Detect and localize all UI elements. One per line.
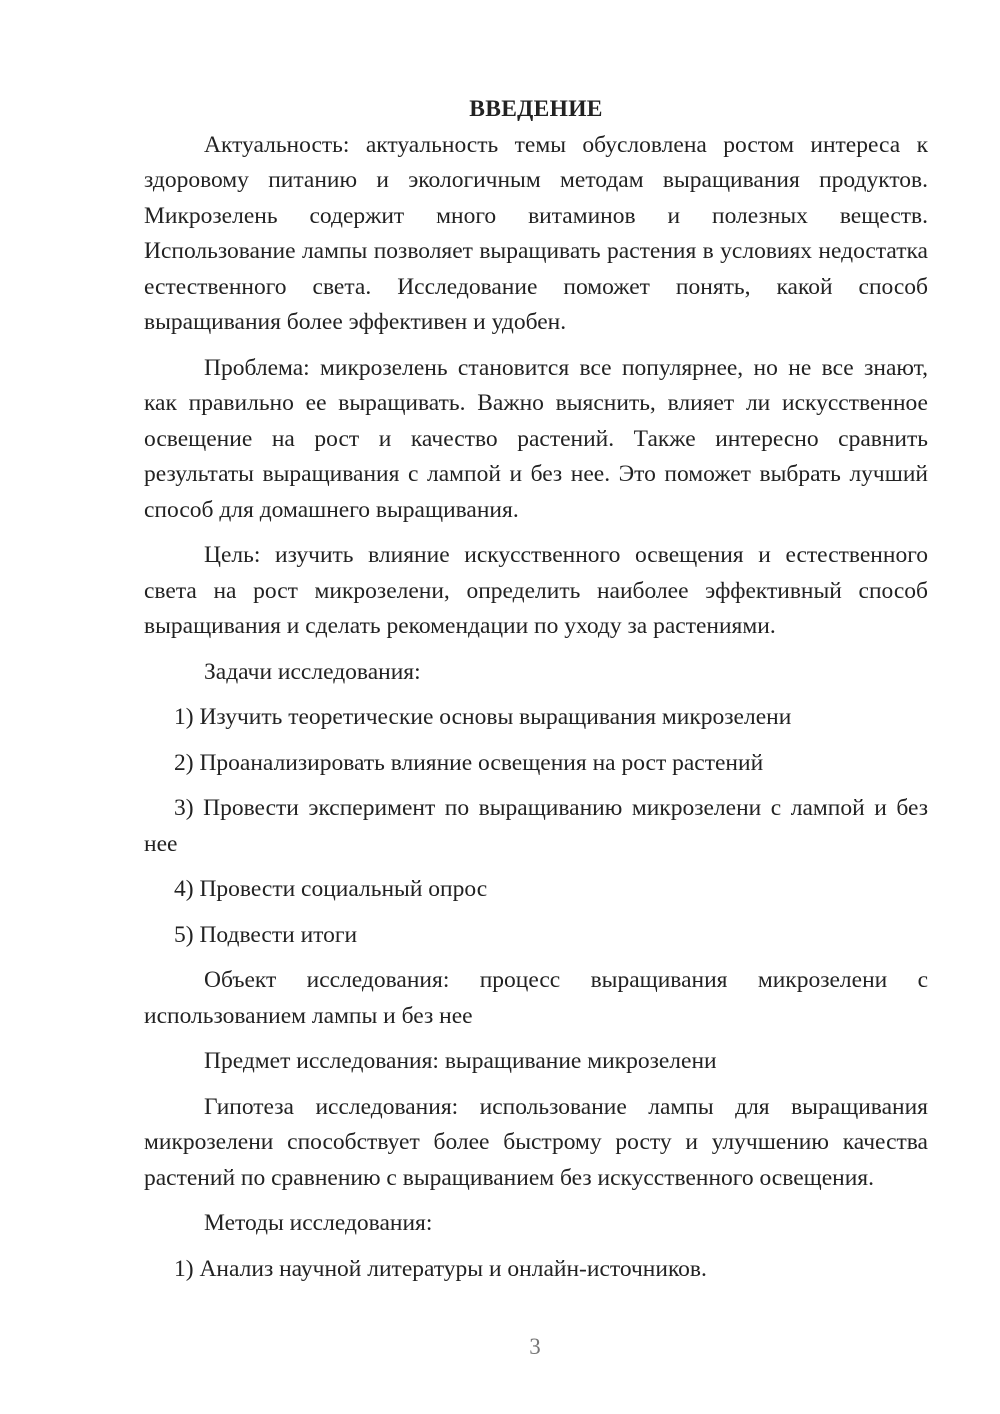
methods-heading: Методы исследования: [204,1210,433,1236]
relevance-paragraph: Актуальность: актуальность темы обусловлена ростом интереса к здоровому питанию и экологичным методам выращивания продуктов. Микрозелень содержит много витаминов и полезных веществ. Использование лампы позволяет выращивать растения в условиях недостатка естественного света. Исследование поможет понять, какой способ выращивания более эффективен и удобен. [144,131,928,335]
goal-paragraph: Цель: изучить влияние искусственного освещения и естественного света на рост микрозелени, определить наиболее эффективный способ выращивания и сделать рекомендации по уходу за растениями. [144,542,928,639]
method-item: 1) Анализ научной литературы и онлайн-источников. [174,1255,707,1282]
section-title: ВВЕДЕНИЕ [469,96,603,122]
task-item: 5) Подвести итоги [174,921,358,948]
task-item: 3) Провести эксперимент по выращиванию микрозелени с лампой и без нее [144,795,928,857]
hypothesis-paragraph: Гипотеза исследования: использование лампы для выращивания микрозелени способствует более быстрому росту и улучшению качества растений по сравнению с выращиванием без искусственного освещения. [144,1093,928,1191]
task-item: 4) Провести социальный опрос [174,876,488,902]
problem-paragraph: Проблема: микрозелень становится все популярнее, но не все знают, как правильно ее выращивать. Важно выяснить, влияет ли искусственное освещение на рост и качество растений. Также интересно сравнить результаты выращивания с лампой и без нее. Это поможет выбрать лучший способ для домашнего выращивания. [144,354,928,523]
subject-paragraph: Предмет исследования: выращивание микрозелени [204,1048,717,1074]
page-number: 3 [529,1334,541,1359]
page-content [144,92,928,1297]
object-paragraph: Объект исследования: процесс выращивания микрозелени с использованием лампы и без нее [144,967,928,1029]
task-item: 1) Изучить теоретические основы выращивания микрозелени [174,704,792,730]
tasks-heading: Задачи исследования: [204,658,421,685]
task-item: 2) Проанализировать влияние освещения на рост растений [174,749,764,776]
